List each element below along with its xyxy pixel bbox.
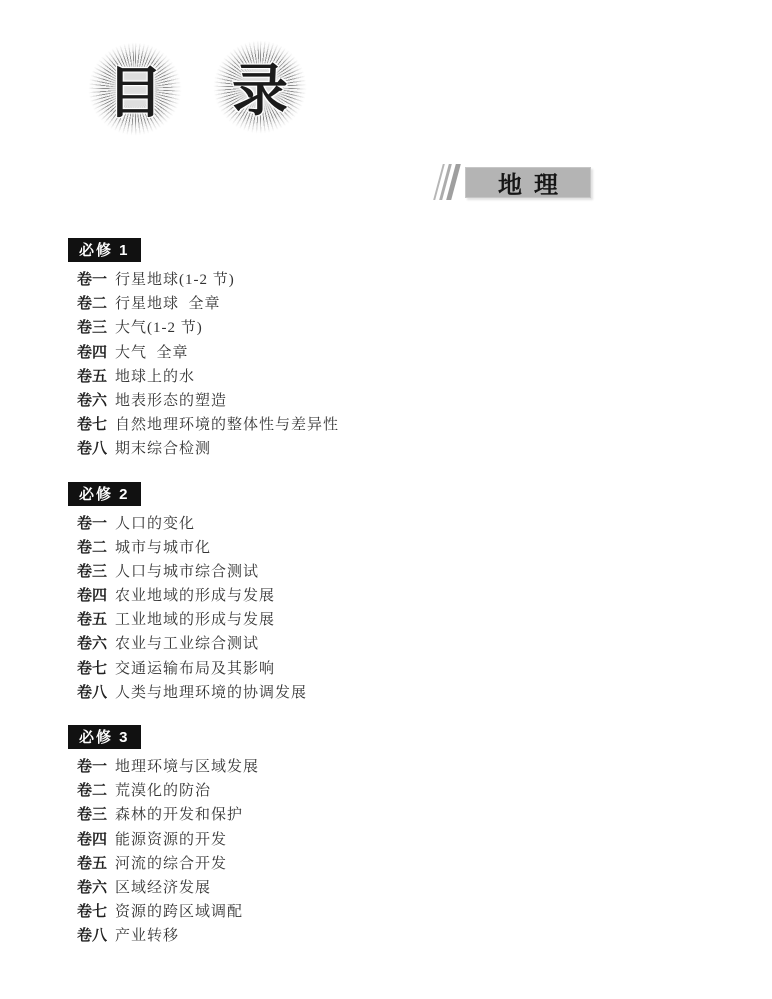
- toc-entry: [66, 828, 726, 852]
- starburst-ornament: [213, 40, 307, 134]
- toc-entry: [66, 876, 726, 900]
- toc-entry-title: 能源资源的开发: [115, 831, 228, 848]
- toc-entry: [66, 584, 726, 608]
- toc-entry-title: 人口与城市综合测试: [115, 563, 260, 580]
- toc-entry-title: 地球上的水: [115, 368, 196, 385]
- toc-entry-title: 大气(1-2 节): [115, 320, 203, 337]
- toc-entry-title: 行星地球 全章: [115, 296, 221, 313]
- toc-entry: [66, 681, 726, 705]
- toc-entry-title: 资源的跨区域调配: [115, 904, 244, 921]
- toc-entry-title: 自然地理环境的整体性与差异性: [115, 417, 340, 434]
- toc-entry-title: 农业地域的形成与发展: [115, 588, 276, 605]
- toc-entry-number: 卷八: [77, 441, 108, 458]
- toc-entry-title: 期末综合检测: [115, 441, 212, 458]
- section-label-bixiu-3: 必修 3: [68, 725, 141, 749]
- section-bixiu-2: [66, 482, 726, 706]
- toc-entry-number: 卷六: [77, 392, 108, 409]
- toc-entry-number: 卷一: [77, 759, 108, 775]
- toc-entry-number: 卷四: [77, 344, 108, 361]
- toc-entry-number: 卷五: [77, 855, 108, 872]
- toc-entry: [66, 292, 726, 316]
- toc-entry-number: 卷三: [77, 563, 108, 580]
- toc-entry: [66, 924, 726, 948]
- toc-entry-number: 卷三: [77, 320, 108, 337]
- toc-entry: [66, 512, 726, 536]
- toc-entry-number: 卷二: [77, 783, 108, 800]
- toc-entry: [66, 536, 726, 560]
- toc-entry: [66, 803, 726, 827]
- toc-entry: [66, 341, 726, 365]
- toc-entry: [66, 389, 726, 413]
- toc-entry-title: 农业与工业综合测试: [115, 636, 260, 653]
- subject-banner: [438, 164, 591, 200]
- toc-entry-number: 卷七: [77, 417, 108, 434]
- slash-ornament: [438, 164, 460, 200]
- toc-entry-title: 产业转移: [115, 928, 180, 945]
- toc-entry: [66, 779, 726, 803]
- toc-entry-number: 卷四: [77, 831, 108, 848]
- section-label-bixiu-2: 必修 2: [68, 482, 141, 506]
- toc-entry-number: 卷五: [77, 368, 108, 385]
- toc-entry: [66, 900, 726, 924]
- starburst-ornament: [88, 42, 182, 136]
- toc-entry: [66, 632, 726, 656]
- toc-entry-number: 卷八: [77, 684, 108, 701]
- toc-entry-number: 卷四: [77, 588, 108, 605]
- toc-entry-title: 大气 全章: [115, 344, 189, 361]
- page-title-char-2: 录: [232, 61, 288, 123]
- toc-entry-number: 卷二: [77, 539, 108, 556]
- toc-entry: [66, 268, 726, 292]
- toc-entry-title: 区域经济发展: [115, 879, 212, 896]
- toc-entry: [66, 365, 726, 389]
- toc-entry-title: 交通运输布局及其影响: [115, 660, 276, 677]
- section-bixiu-3: [66, 725, 726, 949]
- toc-entry: [66, 437, 726, 461]
- toc-entry-title: 地理环境与区域发展: [115, 759, 260, 775]
- toc-entry: [66, 657, 726, 681]
- toc-entry-title: 地表形态的塑造: [115, 392, 228, 409]
- toc-entry-title: 工业地域的形成与发展: [115, 612, 276, 629]
- toc-entry-title: 人口的变化: [115, 515, 196, 532]
- toc-entry-number: 卷七: [77, 660, 108, 677]
- toc-entry-number: 卷八: [77, 928, 108, 945]
- toc-entry: [66, 608, 726, 632]
- toc-entry-number: 卷五: [77, 612, 108, 629]
- toc-entry-title: 人类与地理环境的协调发展: [115, 684, 308, 701]
- toc-entry: [66, 316, 726, 340]
- toc-entry-title: 森林的开发和保护: [115, 807, 244, 824]
- toc-entry-number: 卷一: [77, 515, 108, 532]
- toc-entry: [66, 852, 726, 876]
- toc-entry-title: 行星地球(1-2 节): [115, 272, 235, 288]
- subject-banner-label: 地 理: [465, 167, 591, 198]
- toc-entry-title: 荒漠化的防治: [115, 783, 212, 800]
- toc-entry-number: 卷六: [77, 636, 108, 653]
- toc-entry: [66, 560, 726, 584]
- toc-entry-number: 卷六: [77, 879, 108, 896]
- toc-list: [66, 238, 726, 969]
- section-bixiu-1: [66, 238, 726, 462]
- toc-entry-title: 河流的综合开发: [115, 855, 228, 872]
- page-title-char-1: 目: [107, 63, 163, 125]
- toc-entry-number: 卷三: [77, 807, 108, 824]
- toc-entry: [66, 413, 726, 437]
- toc-entry-title: 城市与城市化: [115, 539, 212, 556]
- toc-entry-number: 卷一: [77, 272, 108, 288]
- toc-entry: [66, 755, 726, 779]
- toc-entry-number: 卷七: [77, 904, 108, 921]
- section-label-bixiu-1: 必修 1: [68, 238, 141, 262]
- toc-entry-number: 卷二: [77, 296, 108, 313]
